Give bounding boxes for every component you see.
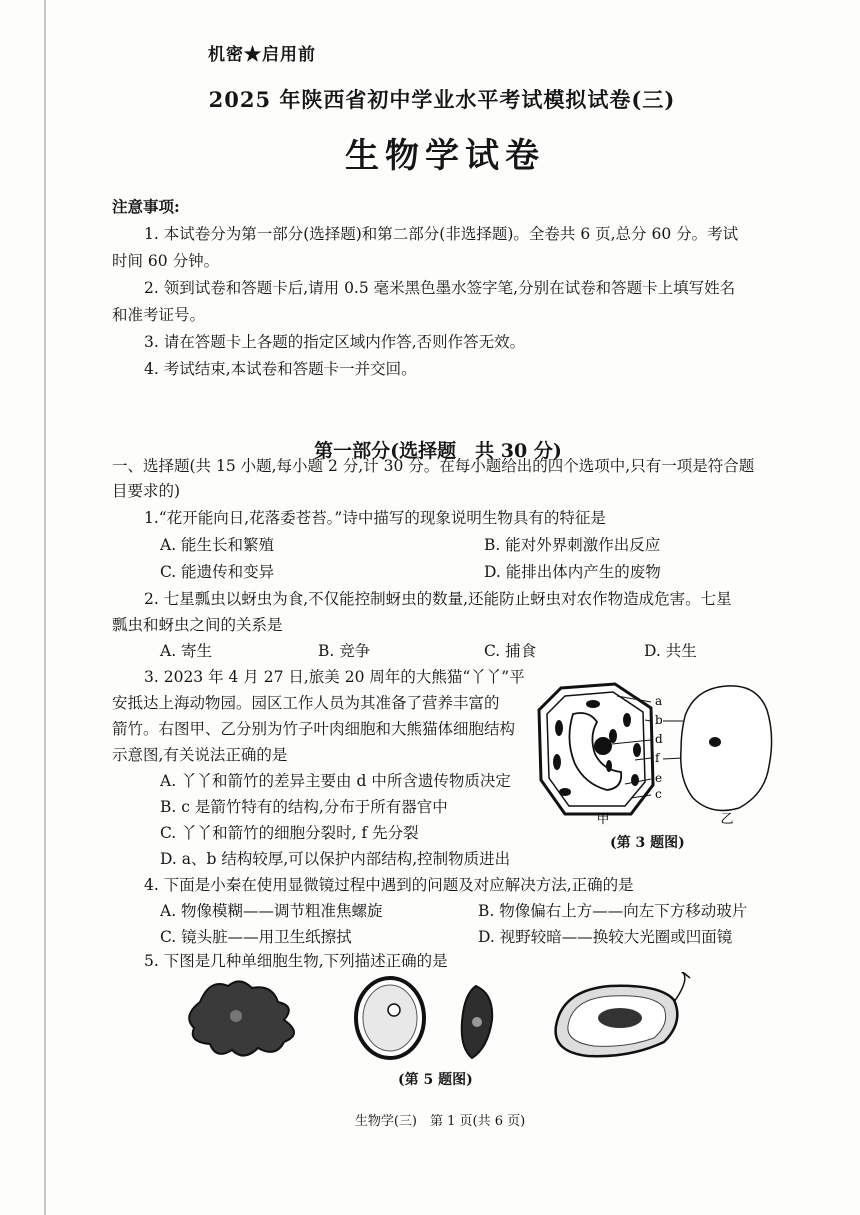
confidential-mark: 机密★启用前 xyxy=(208,45,316,65)
notice-line: 3. 请在答题卡上各题的指定区域内作答,否则作答无效。 xyxy=(144,333,526,351)
page-edge-shadow xyxy=(44,0,46,1215)
label-plant-cell: 甲 xyxy=(596,812,610,825)
chlorella-image xyxy=(356,978,424,1058)
q1-option-b: B. 能对外界刺激作出反应 xyxy=(484,536,661,554)
notice-line: 2. 领到试卷和答题卡后,请用 0.5 毫米黑色墨水签字笔,分别在试卷和答题卡上填写姓名 xyxy=(144,279,736,297)
single-cell-organisms-figure xyxy=(180,972,710,1064)
euglena-image xyxy=(462,986,492,1058)
section-intro: 目要求的) xyxy=(112,482,181,500)
label-a: a xyxy=(655,694,663,708)
q4-option-c: C. 镜头脏——用卫生纸擦拭 xyxy=(160,928,352,946)
q2-option-a: A. 寄生 xyxy=(160,642,213,660)
plant-cell-diagram xyxy=(539,684,653,814)
q5-figure-caption: (第 5 题图) xyxy=(398,1072,473,1088)
label-e: e xyxy=(655,771,663,785)
q1-option-d: D. 能排出体内产生的废物 xyxy=(484,563,661,581)
page-footer: 生物学(三) 第 1 页(共 6 页) xyxy=(354,1114,526,1129)
exam-title: 2025 年陕西省初中学业水平考试模拟试卷(三) xyxy=(208,87,676,112)
q2-stem-cont: 瓢虫和蚜虫之间的关系是 xyxy=(112,616,283,634)
part1-title: 第一部分(选择题 共 30 分) xyxy=(314,440,562,462)
label-c: c xyxy=(655,787,662,801)
q3-figure-caption: (第 3 题图) xyxy=(610,835,685,851)
q2-option-c: C. 捕食 xyxy=(484,642,537,660)
label-animal-cell: 乙 xyxy=(720,812,734,825)
notice-heading: 注意事项: xyxy=(112,197,180,216)
q3-option-c: C. 丫丫和箭竹的细胞分裂时, f 先分裂 xyxy=(160,824,419,842)
q4-option-d: D. 视野较暗——换较大光圈或凹面镜 xyxy=(478,928,733,946)
cell-structure-figure xyxy=(535,680,775,825)
q2-option-d: D. 共生 xyxy=(644,642,697,660)
animal-cell-diagram xyxy=(681,686,772,811)
q2-stem: 2. 七星瓢虫以蚜虫为食,不仅能控制蚜虫的数量,还能防止蚜虫对农作物造成危害。七星 xyxy=(144,590,732,608)
notice-line: 1. 本试卷分为第一部分(选择题)和第二部分(非选择题)。全卷共 6 页,总分 60 分。考试 xyxy=(144,225,739,243)
q5-stem: 5. 下图是几种单细胞生物,下列描述正确的是 xyxy=(144,952,448,970)
q3-stem-cont: 箭竹。右图甲、乙分别为竹子叶肉细胞和大熊猫体细胞结构 xyxy=(112,720,516,738)
q3-option-a: A. 丫丫和箭竹的差异主要由 d 中所含遗传物质决定 xyxy=(160,772,511,790)
q3-stem-cont: 示意图,有关说法正确的是 xyxy=(112,746,288,764)
amoeba-image xyxy=(189,981,294,1055)
notice-line: 4. 考试结束,本试卷和答题卡一并交回。 xyxy=(144,360,417,378)
q1-option-c: C. 能遗传和变异 xyxy=(160,563,275,581)
q3-option-d: D. a、b 结构较厚,可以保护内部结构,控制物质进出 xyxy=(160,850,511,868)
q3-stem-cont: 安抵达上海动物园。园区工作人员为其准备了营养丰富的 xyxy=(112,694,500,712)
q4-option-b: B. 物像偏右上方——向左下方移动玻片 xyxy=(478,902,748,920)
label-b: b xyxy=(655,713,663,727)
section-intro: 一、选择题(共 15 小题,每小题 2 分,计 30 分。在每小题给出的四个选项中,只有一项是符合题 xyxy=(112,457,755,475)
label-d: d xyxy=(655,732,663,746)
q1-stem: 1.“花开能向日,花落委苍苔。”诗中描写的现象说明生物具有的特征是 xyxy=(144,509,606,527)
subject-title: 生物学试卷 xyxy=(345,136,545,176)
q4-stem: 4. 下面是小秦在使用显微镜过程中遇到的问题及对应解决方法,正确的是 xyxy=(144,876,634,894)
notice-line: 和准考证号。 xyxy=(112,306,206,324)
bacterium-image xyxy=(556,972,690,1056)
q3-option-b: B. c 是箭竹特有的结构,分布于所有器官中 xyxy=(160,798,448,816)
q2-option-b: B. 竞争 xyxy=(318,642,371,660)
label-f: f xyxy=(655,751,660,765)
notice-line: 时间 60 分钟。 xyxy=(112,252,220,270)
q3-stem: 3. 2023 年 4 月 27 日,旅美 20 周年的大熊猫“丫丫”平 xyxy=(144,668,525,686)
q1-option-a: A. 能生长和繁殖 xyxy=(160,536,275,554)
q4-option-a: A. 物像模糊——调节粗准焦螺旋 xyxy=(160,902,383,920)
